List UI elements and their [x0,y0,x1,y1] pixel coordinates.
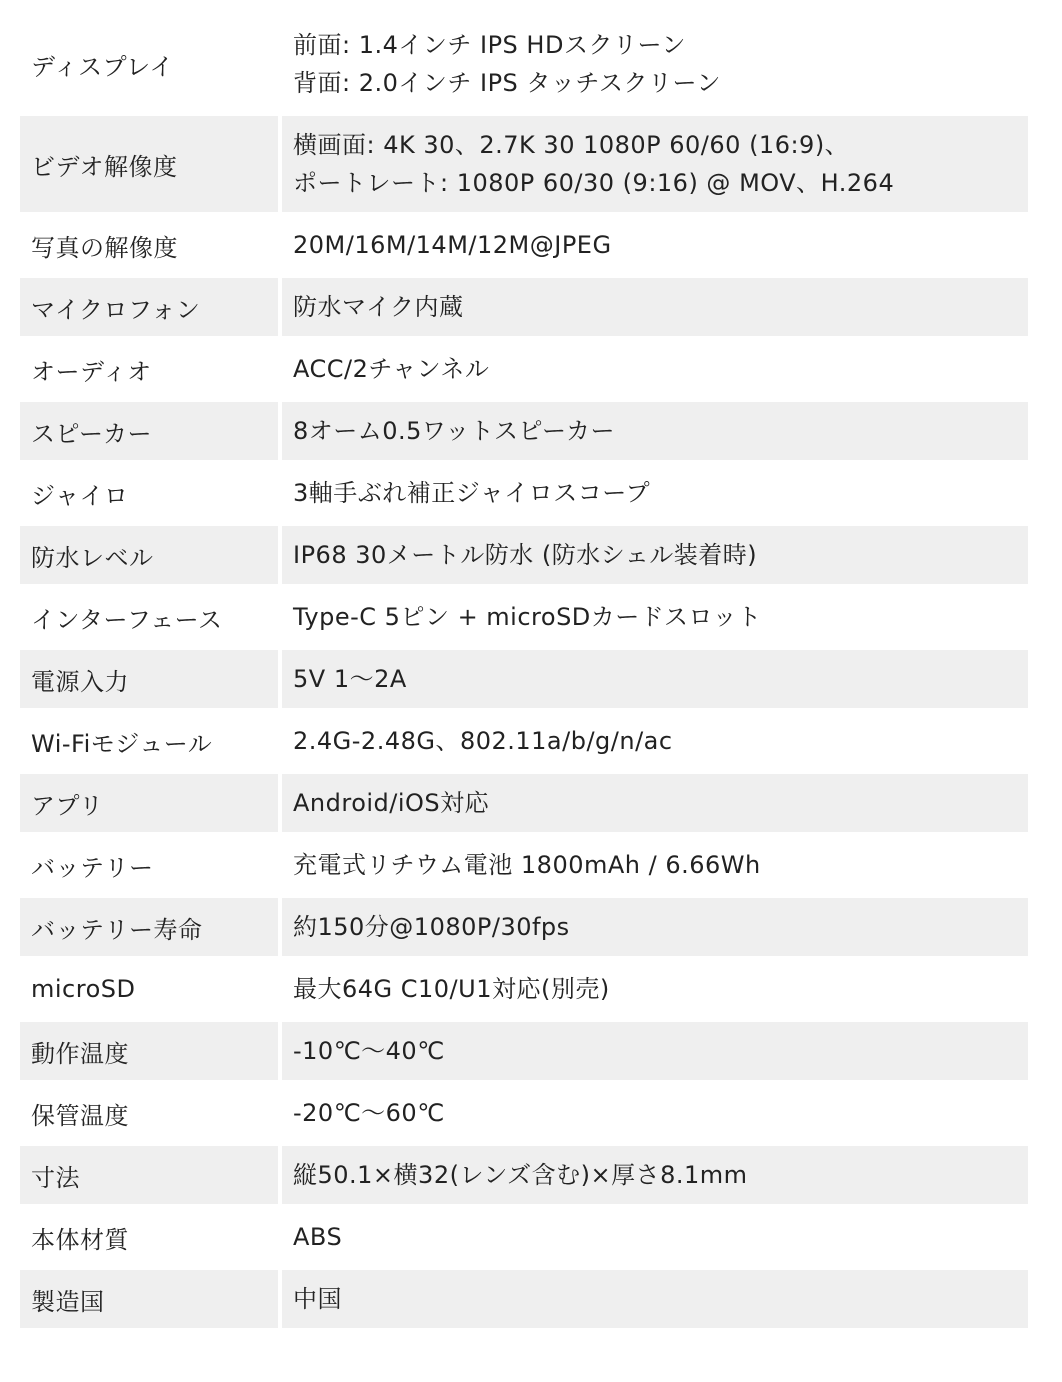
spec-value-line: 最大64G C10/U1対応(別売) [293,975,610,1003]
spec-value [282,1270,1028,1328]
spec-value [282,16,1028,112]
spec-value [282,650,1028,708]
spec-value [282,1208,1028,1266]
spec-value-line: ポートレート: 1080P 60/30 (9:16) @ MOV、H.264 [293,169,895,197]
spec-row-photo-resolution [20,216,1028,274]
spec-value [282,402,1028,460]
spec-value-line: Type-C 5ピン + microSDカードスロット [293,603,762,631]
spec-value [282,464,1028,522]
spec-row-battery-life [20,898,1028,956]
spec-label: 製造国 [20,1270,278,1328]
spec-label: ジャイロ [31,481,129,510]
spec-value-line: 20M/16M/14M/12M@JPEG [293,231,612,259]
spec-row-gyro [20,464,1028,522]
spec-value-line: 防水マイク内蔵 [293,293,464,321]
spec-label: 写真の解像度 [31,233,178,262]
spec-label: microSD [31,975,136,1003]
spec-label: オーディオ [31,357,152,386]
spec-value-line: 8オーム0.5ワットスピーカー [293,417,616,445]
spec-row-microsd [20,960,1028,1018]
spec-value [282,836,1028,894]
spec-value-line: 中国 [293,1285,342,1313]
spec-value-line: -20℃〜60℃ [293,1099,445,1127]
spec-value-line: Android/iOS対応 [293,789,490,817]
spec-row-speaker [20,402,1028,460]
spec-value-line: 充電式リチウム電池 1800mAh / 6.66Wh [293,851,761,879]
spec-value [282,588,1028,646]
spec-value-line: 縦50.1×横32(レンズ含む)×厚さ8.1mm [293,1161,748,1189]
spec-value-line: 横画面: 4K 30、2.7K 30 1080P 60/60 (16:9)、 [293,131,850,159]
spec-value-line: 5V 1〜2A [293,665,407,693]
spec-value [282,340,1028,398]
spec-value [282,960,1028,1018]
spec-label: 寸法 [20,1146,278,1204]
spec-label: 電源入力 [20,650,278,708]
spec-label: Wi-Fiモジュール [31,729,213,758]
spec-value [282,774,1028,832]
spec-value [282,712,1028,770]
spec-value-line: 背面: 2.0インチ IPS タッチスクリーン [293,69,721,97]
spec-row-waterproof [20,526,1028,584]
spec-row-app [20,774,1028,832]
spec-value-line: ACC/2チャンネル [293,355,490,383]
spec-value-line: 2.4G-2.48G、802.11a/b/g/n/ac [293,727,673,755]
spec-label: バッテリー寿命 [20,898,278,956]
spec-row-microphone [20,278,1028,336]
spec-row-operating-temp [20,1022,1028,1080]
spec-value-line: IP68 30メートル防水 (防水シェル装着時) [293,541,758,569]
spec-row-power-input [20,650,1028,708]
spec-label: 本体材質 [31,1225,129,1254]
spec-row-interface [20,588,1028,646]
spec-label: スピーカー [20,402,278,460]
spec-value [282,216,1028,274]
spec-label: ビデオ解像度 [20,116,278,212]
spec-value-line: ABS [293,1223,343,1251]
spec-label: アプリ [20,774,278,832]
spec-label: 動作温度 [20,1022,278,1080]
spec-row-dimensions [20,1146,1028,1204]
spec-value [282,116,1028,212]
spec-label: ディスプレイ [31,52,174,81]
spec-value [282,1022,1028,1080]
spec-value [282,1146,1028,1204]
spec-value [282,1084,1028,1142]
spec-row-video-resolution [20,116,1028,212]
spec-row-audio [20,340,1028,398]
spec-label: バッテリー [31,853,154,882]
spec-row-display [20,16,1028,112]
spec-value [282,278,1028,336]
spec-value-line: 3軸手ぶれ補正ジャイロスコープ [293,479,651,507]
spec-value [282,526,1028,584]
spec-label: マイクロフォン [20,278,278,336]
spec-value [282,898,1028,956]
spec-label: 保管温度 [31,1101,129,1130]
spec-label: 防水レベル [20,526,278,584]
spec-row-country-of-origin [20,1270,1028,1328]
spec-row-material [20,1208,1028,1266]
spec-table [20,16,1028,1332]
spec-label: インターフェース [31,605,223,634]
spec-row-storage-temp [20,1084,1028,1142]
spec-value-line: 約150分@1080P/30fps [293,913,570,941]
spec-value-line: -10℃〜40℃ [293,1037,445,1065]
spec-value-line: 前面: 1.4インチ IPS HDスクリーン [293,31,686,59]
spec-row-battery [20,836,1028,894]
spec-row-wifi [20,712,1028,770]
